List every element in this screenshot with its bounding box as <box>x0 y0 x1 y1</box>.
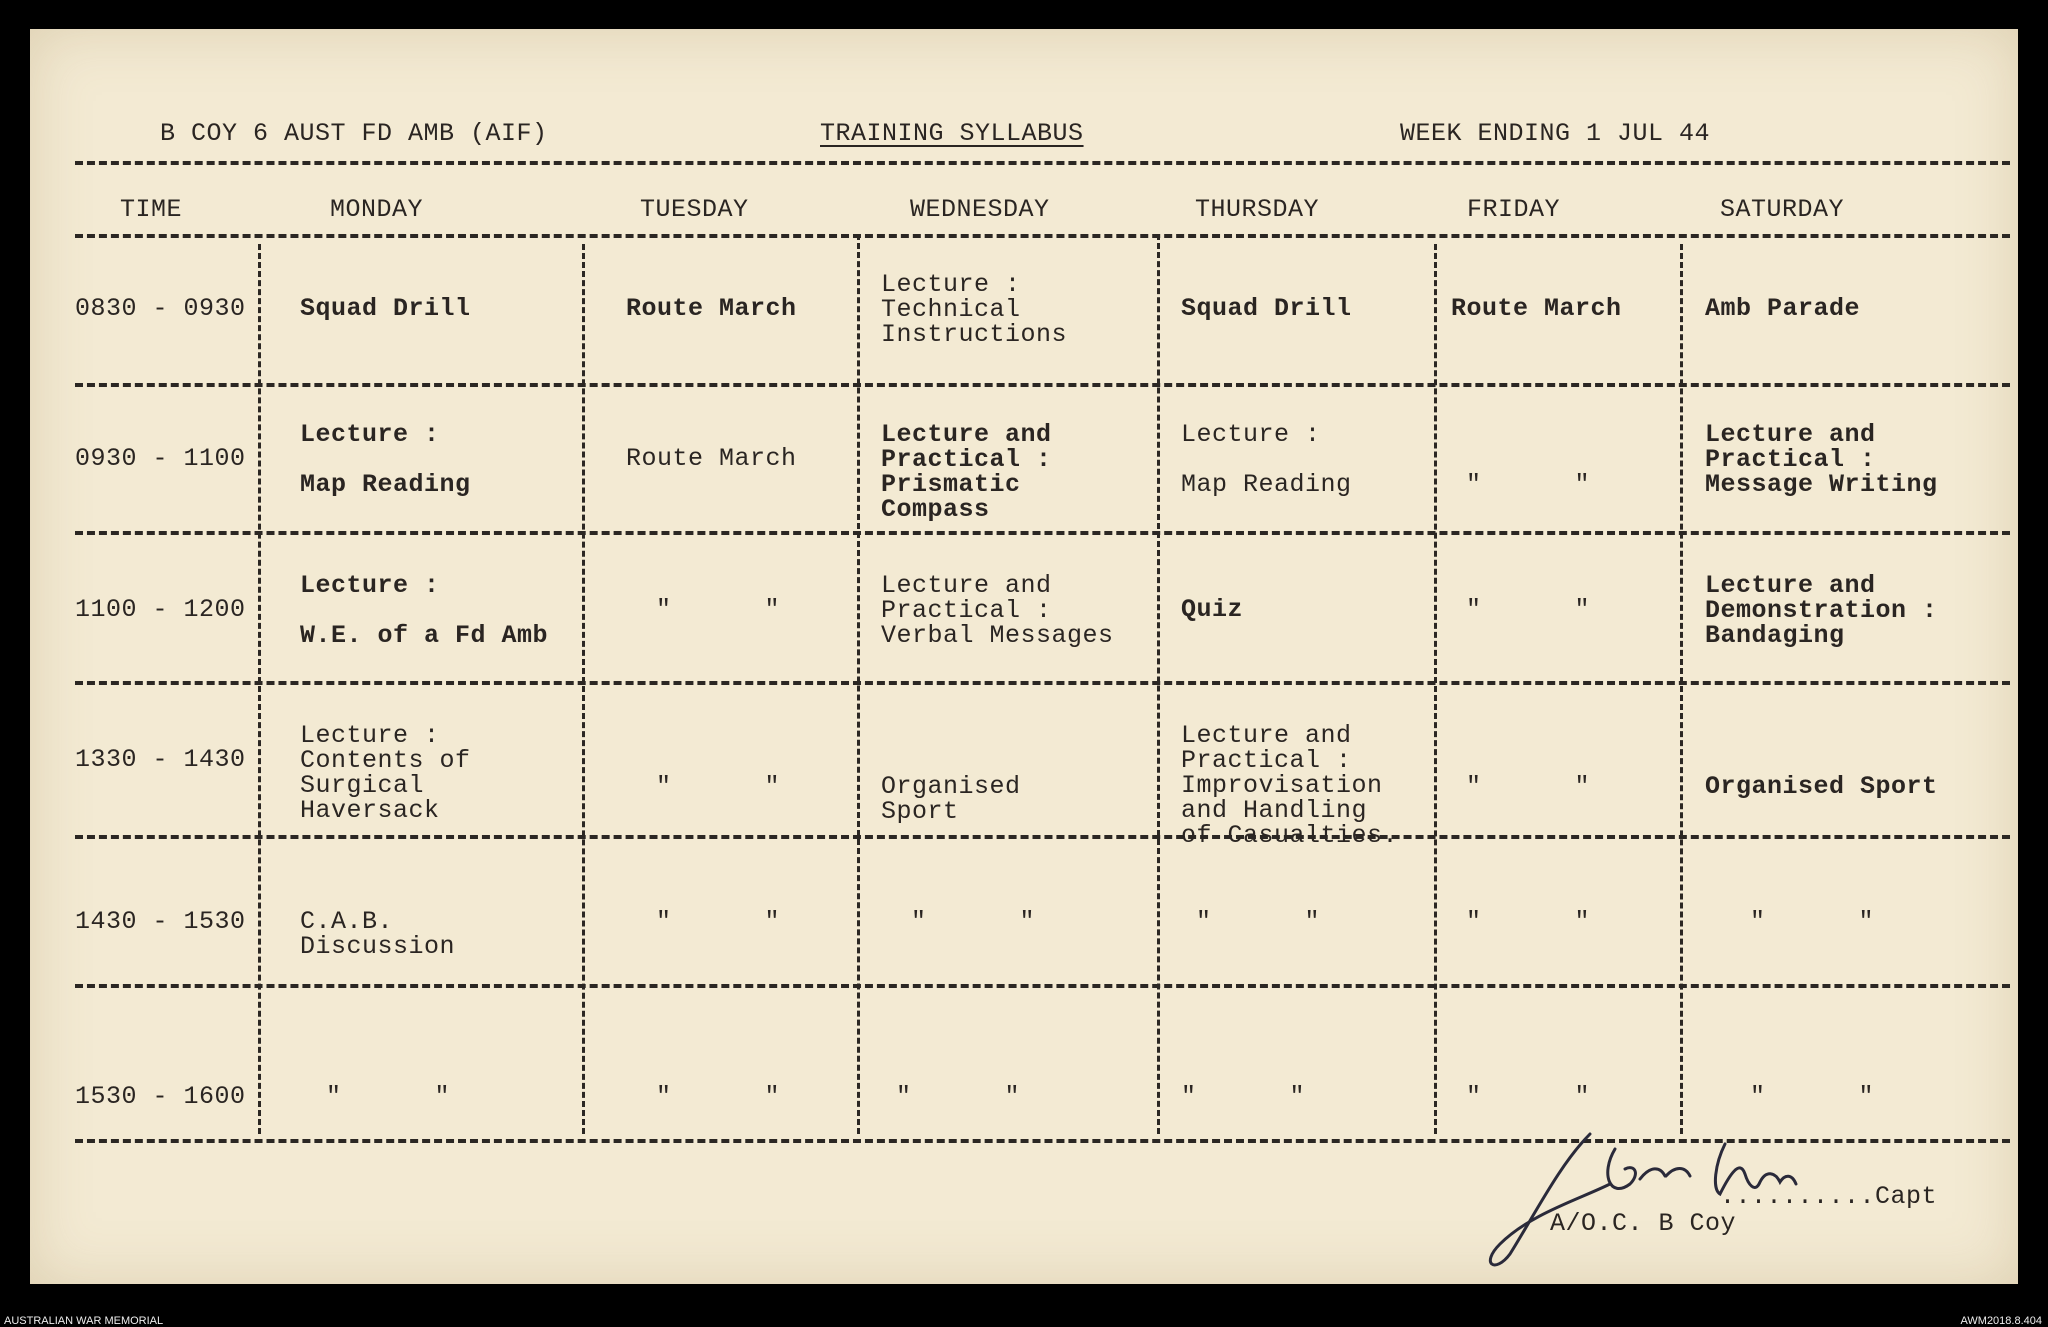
ditto-mark: " " <box>656 1082 781 1111</box>
time-slot: 1430 - 1530 <box>75 907 246 936</box>
col-divider-4 <box>1157 234 1160 1134</box>
col-divider-6 <box>1680 244 1683 1134</box>
table-cell: Quiz <box>1181 595 1244 624</box>
table-cell: Organised Sport <box>1705 772 1938 801</box>
time-slot: 0930 - 1100 <box>75 444 246 473</box>
table-cell: C.A.B. Discussion <box>300 907 456 961</box>
column-header-wednesday: WEDNESDAY <box>910 195 1050 224</box>
col-divider-2 <box>582 244 585 1134</box>
rule-row-2 <box>75 531 2010 535</box>
col-divider-1 <box>258 244 261 1134</box>
document-title: TRAINING SYLLABUS <box>820 119 1084 148</box>
ditto-mark: " " <box>1196 907 1321 936</box>
footer-source: AUSTRALIAN WAR MEMORIAL <box>4 1315 164 1327</box>
table-cell: Lecture and Practical : Prismatic Compass <box>881 420 1052 524</box>
table-cell: Route March <box>626 444 797 473</box>
rule-under-header <box>75 161 2010 165</box>
ditto-mark: " " <box>1466 470 1591 499</box>
table-cell: Lecture and Practical : Message Writing <box>1705 420 1938 499</box>
time-slot: 0830 - 0930 <box>75 294 246 323</box>
table-cell: Lecture and Practical : Improvisation and Handling of Casualties. <box>1181 721 1399 850</box>
table-cell: Amb Parade <box>1705 294 1861 323</box>
table-cell: Lecture and Demonstration : Bandaging <box>1705 571 1938 650</box>
table-cell: Route March <box>626 294 797 323</box>
table-cell: Route March <box>1451 294 1622 323</box>
table-cell: Squad Drill <box>1181 294 1352 323</box>
ditto-mark: " " <box>656 907 781 936</box>
col-divider-3 <box>857 234 860 1134</box>
ditto-mark: " " <box>656 595 781 624</box>
signature-line: ..........Capt <box>1720 1182 1938 1211</box>
rule-row-1 <box>75 383 2010 387</box>
column-header-time: TIME <box>120 195 183 224</box>
table-cell: Lecture and Practical : Verbal Messages <box>881 571 1114 650</box>
rule-under-columns <box>75 234 2010 238</box>
ditto-mark: " " <box>326 1082 451 1111</box>
time-slot: 1100 - 1200 <box>75 595 246 624</box>
col-divider-5 <box>1434 244 1437 1134</box>
ditto-mark: " " <box>1750 907 1875 936</box>
table-cell: Lecture : Map Reading <box>300 420 471 499</box>
table-cell: Lecture : W.E. of a Fd Amb <box>300 571 549 650</box>
column-header-monday: MONDAY <box>330 195 424 224</box>
syllabus-sheet <box>30 29 2018 1284</box>
table-cell: Lecture : Map Reading <box>1181 420 1352 499</box>
ditto-mark: " " <box>1466 595 1591 624</box>
ditto-mark: " " <box>1750 1082 1875 1111</box>
ditto-mark: " " <box>1181 1082 1306 1111</box>
ditto-mark: " " <box>1466 1082 1591 1111</box>
ditto-mark: " " <box>656 772 781 801</box>
column-header-friday: FRIDAY <box>1467 195 1561 224</box>
time-slot: 1330 - 1430 <box>75 745 246 774</box>
table-cell: Lecture : Technical Instructions <box>881 270 1068 349</box>
ditto-mark: " " <box>1466 907 1591 936</box>
rule-row-3 <box>75 681 2010 685</box>
ditto-mark: " " <box>911 907 1036 936</box>
rule-row-5 <box>75 984 2010 988</box>
column-header-thursday: THURSDAY <box>1195 195 1320 224</box>
table-cell: Organised Sport <box>881 772 1021 826</box>
column-header-saturday: SATURDAY <box>1720 195 1845 224</box>
time-slot: 1530 - 1600 <box>75 1082 246 1111</box>
footer-reference: AWM2018.8.404 <box>1960 1315 2042 1327</box>
signatory-role: A/O.C. B Coy <box>1550 1209 1737 1238</box>
week-ending: WEEK ENDING 1 JUL 44 <box>1400 119 1711 148</box>
ditto-mark: " " <box>1466 772 1591 801</box>
table-cell: Lecture : Contents of Surgical Haversack <box>300 721 471 825</box>
table-cell: Squad Drill <box>300 294 471 323</box>
unit-designation: B COY 6 AUST FD AMB (AIF) <box>160 119 548 148</box>
rule-row-4 <box>75 835 2010 839</box>
column-header-tuesday: TUESDAY <box>640 195 749 224</box>
ditto-mark: " " <box>896 1082 1021 1111</box>
